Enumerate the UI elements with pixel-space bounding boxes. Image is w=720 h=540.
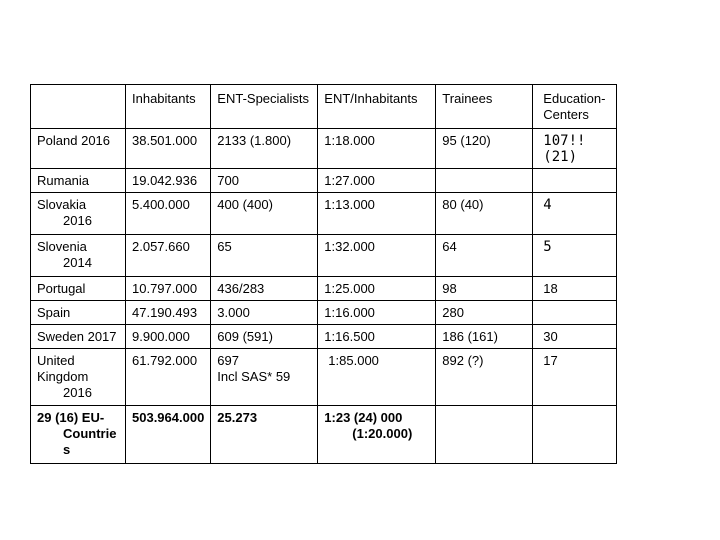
- centers-cell: [533, 169, 617, 193]
- inhabitants-cell: 5.400.000: [126, 193, 211, 235]
- country-year: 2016: [63, 213, 92, 228]
- country-cell: [31, 349, 126, 406]
- ratio-value: 1:85.000: [328, 353, 379, 368]
- ent-cell: 3.000: [211, 301, 318, 325]
- inhabitants-cell: 19.042.936: [126, 169, 211, 193]
- totals-label: 29 (16) EU-: [37, 410, 105, 425]
- ratio-cell: 1:32.000: [318, 235, 436, 277]
- header-row: [31, 85, 617, 129]
- country-cell: [31, 235, 126, 277]
- country-name: Rumania: [37, 173, 90, 188]
- header-trainees: Trainees: [436, 85, 533, 129]
- header-ent-specialists: ENT-Specialists: [211, 85, 318, 129]
- table-row: [31, 349, 617, 406]
- trainees-cell: 95 (120): [436, 129, 533, 169]
- inhabitants-cell: 9.900.000: [126, 325, 211, 349]
- centers-cell: 107!!(21): [533, 129, 617, 169]
- ratio-cell: 1:18.000: [318, 129, 436, 169]
- inhabitants-cell: 503.964.000: [126, 406, 211, 464]
- country-name: Spain: [37, 305, 71, 320]
- centers-cell: 5: [533, 235, 617, 277]
- ent-cell: 609 (591): [211, 325, 318, 349]
- header-inhabitants: Inhabitants: [126, 85, 211, 129]
- ratio-cell: [318, 406, 436, 464]
- country-cell: [31, 406, 126, 464]
- ent-statistics-table: [30, 84, 617, 464]
- inhabitants-cell: 61.792.000: [126, 349, 211, 406]
- table-row: [31, 277, 617, 301]
- country-name: Sweden 2017: [37, 329, 117, 344]
- inhabitants-cell: 38.501.000: [126, 129, 211, 169]
- ent-cell: 2133 (1.800): [211, 129, 318, 169]
- ratio-value: 1:23 (24) 000: [324, 410, 403, 425]
- country-name: Poland 2016: [37, 133, 111, 148]
- trainees-cell: 892 (?): [436, 349, 533, 406]
- country-cell: [31, 325, 126, 349]
- ent-cell: 700: [211, 169, 318, 193]
- ent-value: 697: [217, 353, 239, 368]
- ratio-cell: 1:27.000: [318, 169, 436, 193]
- ent-cell: 25.273: [211, 406, 318, 464]
- ratio-cell: 1:25.000: [318, 277, 436, 301]
- ent-note: Incl SAS* 59: [217, 369, 291, 384]
- ent-cell: 436/283: [211, 277, 318, 301]
- centers-cell: [533, 406, 617, 464]
- centers-cell: 4: [533, 193, 617, 235]
- totals-row: [31, 406, 617, 464]
- centers-cell: 30: [533, 325, 617, 349]
- trainees-cell: 80 (40): [436, 193, 533, 235]
- header-education-centers: Education-Centers: [533, 85, 617, 129]
- inhabitants-cell: 2.057.660: [126, 235, 211, 277]
- trainees-cell: 280: [436, 301, 533, 325]
- country-cell: [31, 277, 126, 301]
- table-row: [31, 193, 617, 235]
- country-name: Slovenia: [37, 239, 87, 254]
- country-cell: [31, 301, 126, 325]
- table-row: [31, 169, 617, 193]
- country-year: 2016: [63, 385, 92, 400]
- centers-cell: 18: [533, 277, 617, 301]
- country-cell: [31, 169, 126, 193]
- centers-cell: [533, 301, 617, 325]
- ratio-alt: (1:20.000): [352, 426, 413, 441]
- country-name: United Kingdom: [37, 353, 89, 384]
- table-row: [31, 235, 617, 277]
- ratio-cell: 1:16.000: [318, 301, 436, 325]
- country-name: Portugal: [37, 281, 86, 296]
- trainees-cell: 64: [436, 235, 533, 277]
- country-cell: [31, 129, 126, 169]
- table-row: [31, 129, 617, 169]
- trainees-cell: 98: [436, 277, 533, 301]
- ratio-cell: 1:13.000: [318, 193, 436, 235]
- header-corner: [31, 85, 126, 129]
- table-row: [31, 301, 617, 325]
- ratio-cell: 1:16.500: [318, 325, 436, 349]
- trainees-cell: [436, 169, 533, 193]
- ratio-cell: [318, 349, 436, 406]
- inhabitants-cell: 47.190.493: [126, 301, 211, 325]
- country-cell: [31, 193, 126, 235]
- trainees-cell: 186 (161): [436, 325, 533, 349]
- centers-cell: 17: [533, 349, 617, 406]
- country-name: Slovakia: [37, 197, 87, 212]
- ent-cell: 65: [211, 235, 318, 277]
- totals-label-line2: Countrie s: [63, 426, 117, 457]
- header-ent-inhabitants: ENT/Inhabitants: [318, 85, 436, 129]
- country-year: 2014: [63, 255, 92, 270]
- ent-cell: [211, 349, 318, 406]
- ent-cell: 400 (400): [211, 193, 318, 235]
- inhabitants-cell: 10.797.000: [126, 277, 211, 301]
- table-row: [31, 325, 617, 349]
- trainees-cell: [436, 406, 533, 464]
